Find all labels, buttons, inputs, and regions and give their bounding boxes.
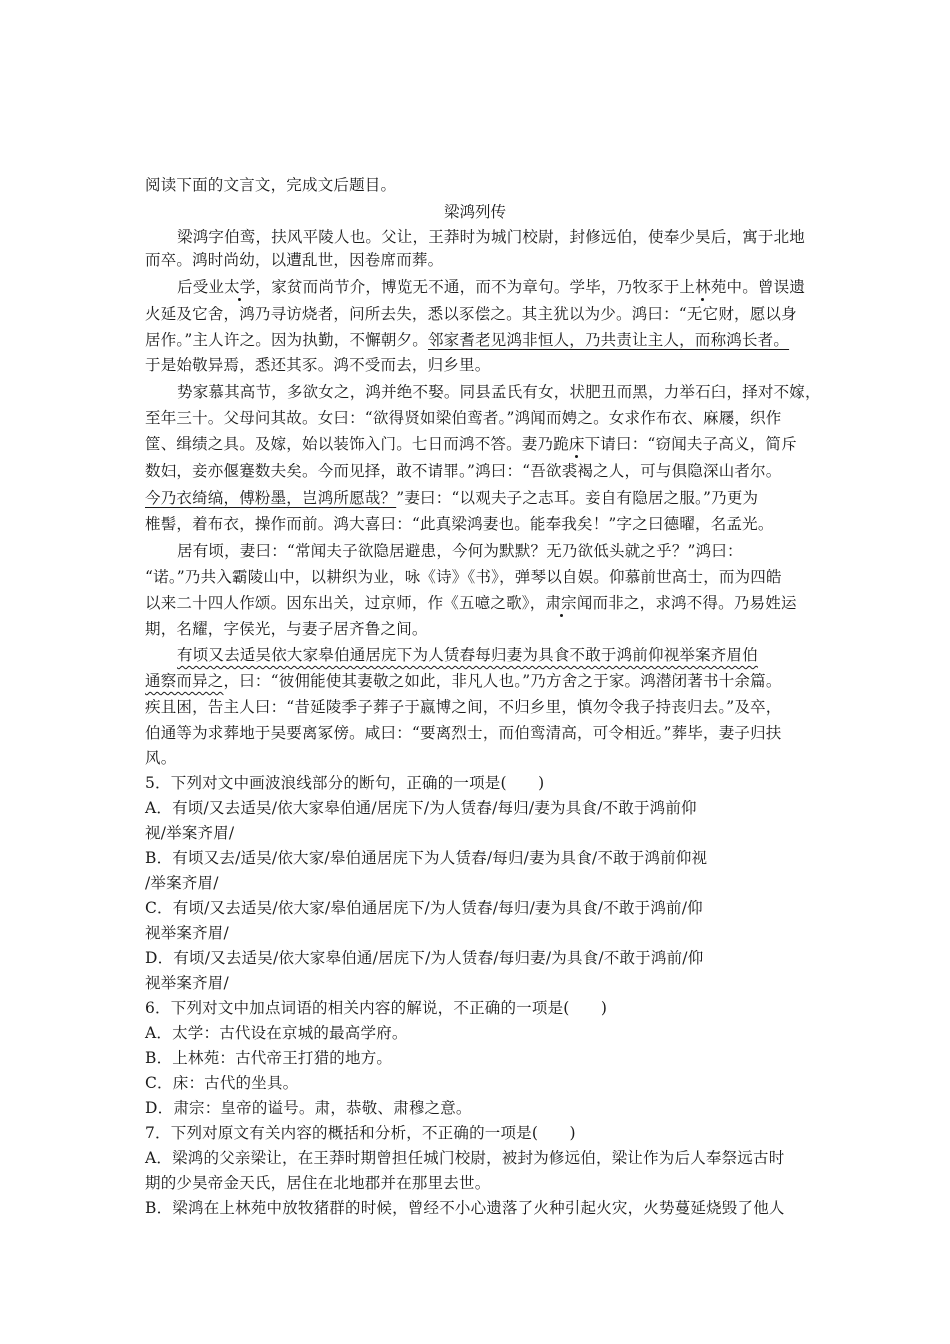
q6-option-d: D．肃宗：皇帝的谥号。肃，恭敬、肃穆之意。	[145, 1099, 472, 1117]
q5-option-b: B．有顷又去/适吴/依大家/皋伯通居庑下为人赁舂/每归/妻为具食/不敢于鸿前仰视	[145, 849, 708, 867]
p4-line-3	[145, 591, 797, 613]
p4-line-4: 期，名耀，字侯光，与妻子居齐鲁之间。	[145, 620, 428, 638]
q5-option-d: D．有顷/又去适吴/依大家皋伯通/居庑下/为人赁舂/每归妻/为具食/不敢于鸿前/仰	[145, 949, 704, 967]
p3-line-3	[145, 432, 797, 454]
passage-title: 梁鸿列传	[443, 203, 506, 221]
p1-line-2: 而卒。鸿时尚幼，以遭乱世，因卷席而葬。	[145, 251, 444, 269]
p3-line-4: 数妇，妾亦偃蹇数夫矣。今而见择，敢不请罪。”鸿曰：“吾欲裘褐之人，可与俱隐深山者尔。	[145, 462, 782, 480]
text-span: 筐、缉绩之具。及嫁，始以装饰入门。七日而鸿不答。妻乃跪	[145, 435, 569, 453]
p3-line-5	[145, 486, 758, 508]
p4-line-2: “诺。”乃共入霸陵山中，以耕织为业，咏《诗》《书》，弹琴以自娱。仰慕前世高士，而为四皓	[145, 568, 782, 586]
text-span: ，家贫而尚节介，博览无不通，而不为章句。学毕，乃牧豕于	[255, 278, 680, 296]
p3-line-2: 至年三十。父母问其故。女曰：“欲得贤如梁伯鸾者。”鸿闻而娉之。女求作布衣、麻屦，织作	[145, 409, 782, 427]
underlined-sentence-2: 今乃衣绮缟，傅粉墨，岂鸿所愿哉？	[145, 489, 397, 507]
q6-option-c: C．床：古代的坐具。	[145, 1074, 299, 1092]
q5-option-a-cont: 视/举案齐眉/	[145, 824, 235, 842]
p5-line-2	[145, 669, 782, 691]
dotted-term-chuang: 床	[568, 435, 585, 453]
q6-option-a: A．太学：古代设在京城的最高学府。	[145, 1024, 408, 1042]
q5-option-c-cont: 视举案齐眉/	[145, 924, 229, 942]
text-span: 后受业	[177, 278, 225, 296]
p2-line-1	[177, 275, 805, 297]
dotted-term-taixue: 太学	[224, 278, 256, 296]
text-span: 中。曾误遗	[726, 278, 806, 296]
wavy-underlined-text: 通察而异之	[145, 672, 224, 690]
q6-stem: 6．下列对文中加点词语的相关内容的解说，不正确的一项是( )	[145, 999, 608, 1017]
q7-option-a: A．梁鸿的父亲梁让，在王莽时期曾担任城门校尉，被封为修远伯，梁让作为后人奉祭远古时	[145, 1149, 785, 1167]
p5-line-3: 疾且困，告主人曰：“昔延陵季子葬子于嬴博之间，不归乡里，慎勿令我子持丧归去。”及卒，	[145, 698, 782, 716]
p2-line-4: 于是始敬异焉，悉还其豕。鸿不受而去，归乡里。	[145, 356, 491, 374]
p3-line-1: 势家慕其高节，多欲女之，鸿并绝不娶。同县孟氏有女，状肥丑而黑，力举石臼，择对不嫁，	[177, 383, 821, 401]
q5-stem: 5．下列对文中画波浪线部分的断句，正确的一项是( )	[145, 774, 545, 792]
dotted-term-suzong: 肃宗	[545, 594, 577, 612]
text-span: 闻而非之，求鸿不得。乃易姓运	[576, 594, 797, 612]
q7-option-b: B．梁鸿在上林苑中放牧猪群的时候，曾经不小心遗落了火种引起火灾，火势蔓延烧毁了他人	[145, 1199, 785, 1217]
text-span: 以来二十四人作颂。因东出关，过京师，作《五噫之歌》，	[145, 594, 546, 612]
q7-option-a-cont: 期的少昊帝金天氏，居住在北地郡并在那里去世。	[145, 1174, 491, 1192]
q7-stem: 7．下列对原文有关内容的概括和分析，不正确的一项是( )	[145, 1124, 576, 1142]
q6-option-b: B．上林苑：古代帝王打猎的地方。	[145, 1049, 393, 1067]
instruction-text: 阅读下面的文言文，完成文后题目。	[145, 176, 397, 194]
q5-option-c: C．有顷/又去适吴/依大家/皋伯通居庑下/为人赁舂/每归/妻为具食/不敢于鸿前/仰	[145, 899, 703, 917]
q5-option-b-cont: /举案齐眉/	[145, 874, 219, 892]
q5-option-a: A．有顷/又去适吴/依大家皋伯通/居庑下/为人赁舂/每归/妻为具食/不敢于鸿前仰	[145, 799, 697, 817]
text-span: 下请曰：“窃闻夫子高义，简斥	[584, 435, 797, 453]
text-span: 居作。”主人许之。因为执勤，不懈朝夕。	[145, 331, 428, 349]
p3-line-6: 椎髻，着布衣，操作而前。鸿大喜曰：“此真梁鸿妻也。能奉我矣！”字之曰德曜，名孟光。	[145, 515, 774, 533]
underlined-sentence-1: 邻家耆老见鸿非恒人，乃共责让主人，而称鸿长者。	[427, 331, 790, 349]
q5-option-d-cont: 视举案齐眉/	[145, 974, 229, 992]
wavy-underlined-text: 有顷又去适吴依大家皋伯通居庑下为人赁舂每归妻为具食不敢于鸿前仰视举案齐眉伯	[177, 646, 758, 664]
p5-line-1	[177, 643, 758, 665]
text-span: ”妻曰：“以观夫子之志耳。妾自有隐居之服。”乃更为	[396, 489, 759, 507]
p4-line-1: 居有顷，妻曰：“常闻夫子欲隐居避患，今何为默默？无乃欲低头就之乎？”鸿曰：	[177, 542, 743, 560]
p2-line-2: 火延及它舍，鸿乃寻访烧者，问所去失，悉以豕偿之。其主犹以为少。鸿曰：“无它财，愿以身	[145, 305, 797, 323]
text-span: ，曰：“彼佣能使其妻敬之如此，非凡人也。”乃方舍之于家。鸿潜闭著书十余篇。	[223, 672, 782, 690]
p1-line-1: 梁鸿字伯鸾，扶风平陵人也。父让，王莽时为城门校尉，封修远伯，使奉少昊后，寓于北地	[177, 228, 806, 246]
dotted-term-shanglinyuan: 上林苑	[679, 278, 727, 296]
p5-line-5: 风。	[145, 749, 177, 767]
p5-line-4: 伯通等为求葬地于吴要离冢傍。咸曰：“要离烈士，而伯鸾清高，可令相近。”葬毕，妻子归扶	[145, 724, 782, 742]
p2-line-3	[145, 328, 789, 350]
